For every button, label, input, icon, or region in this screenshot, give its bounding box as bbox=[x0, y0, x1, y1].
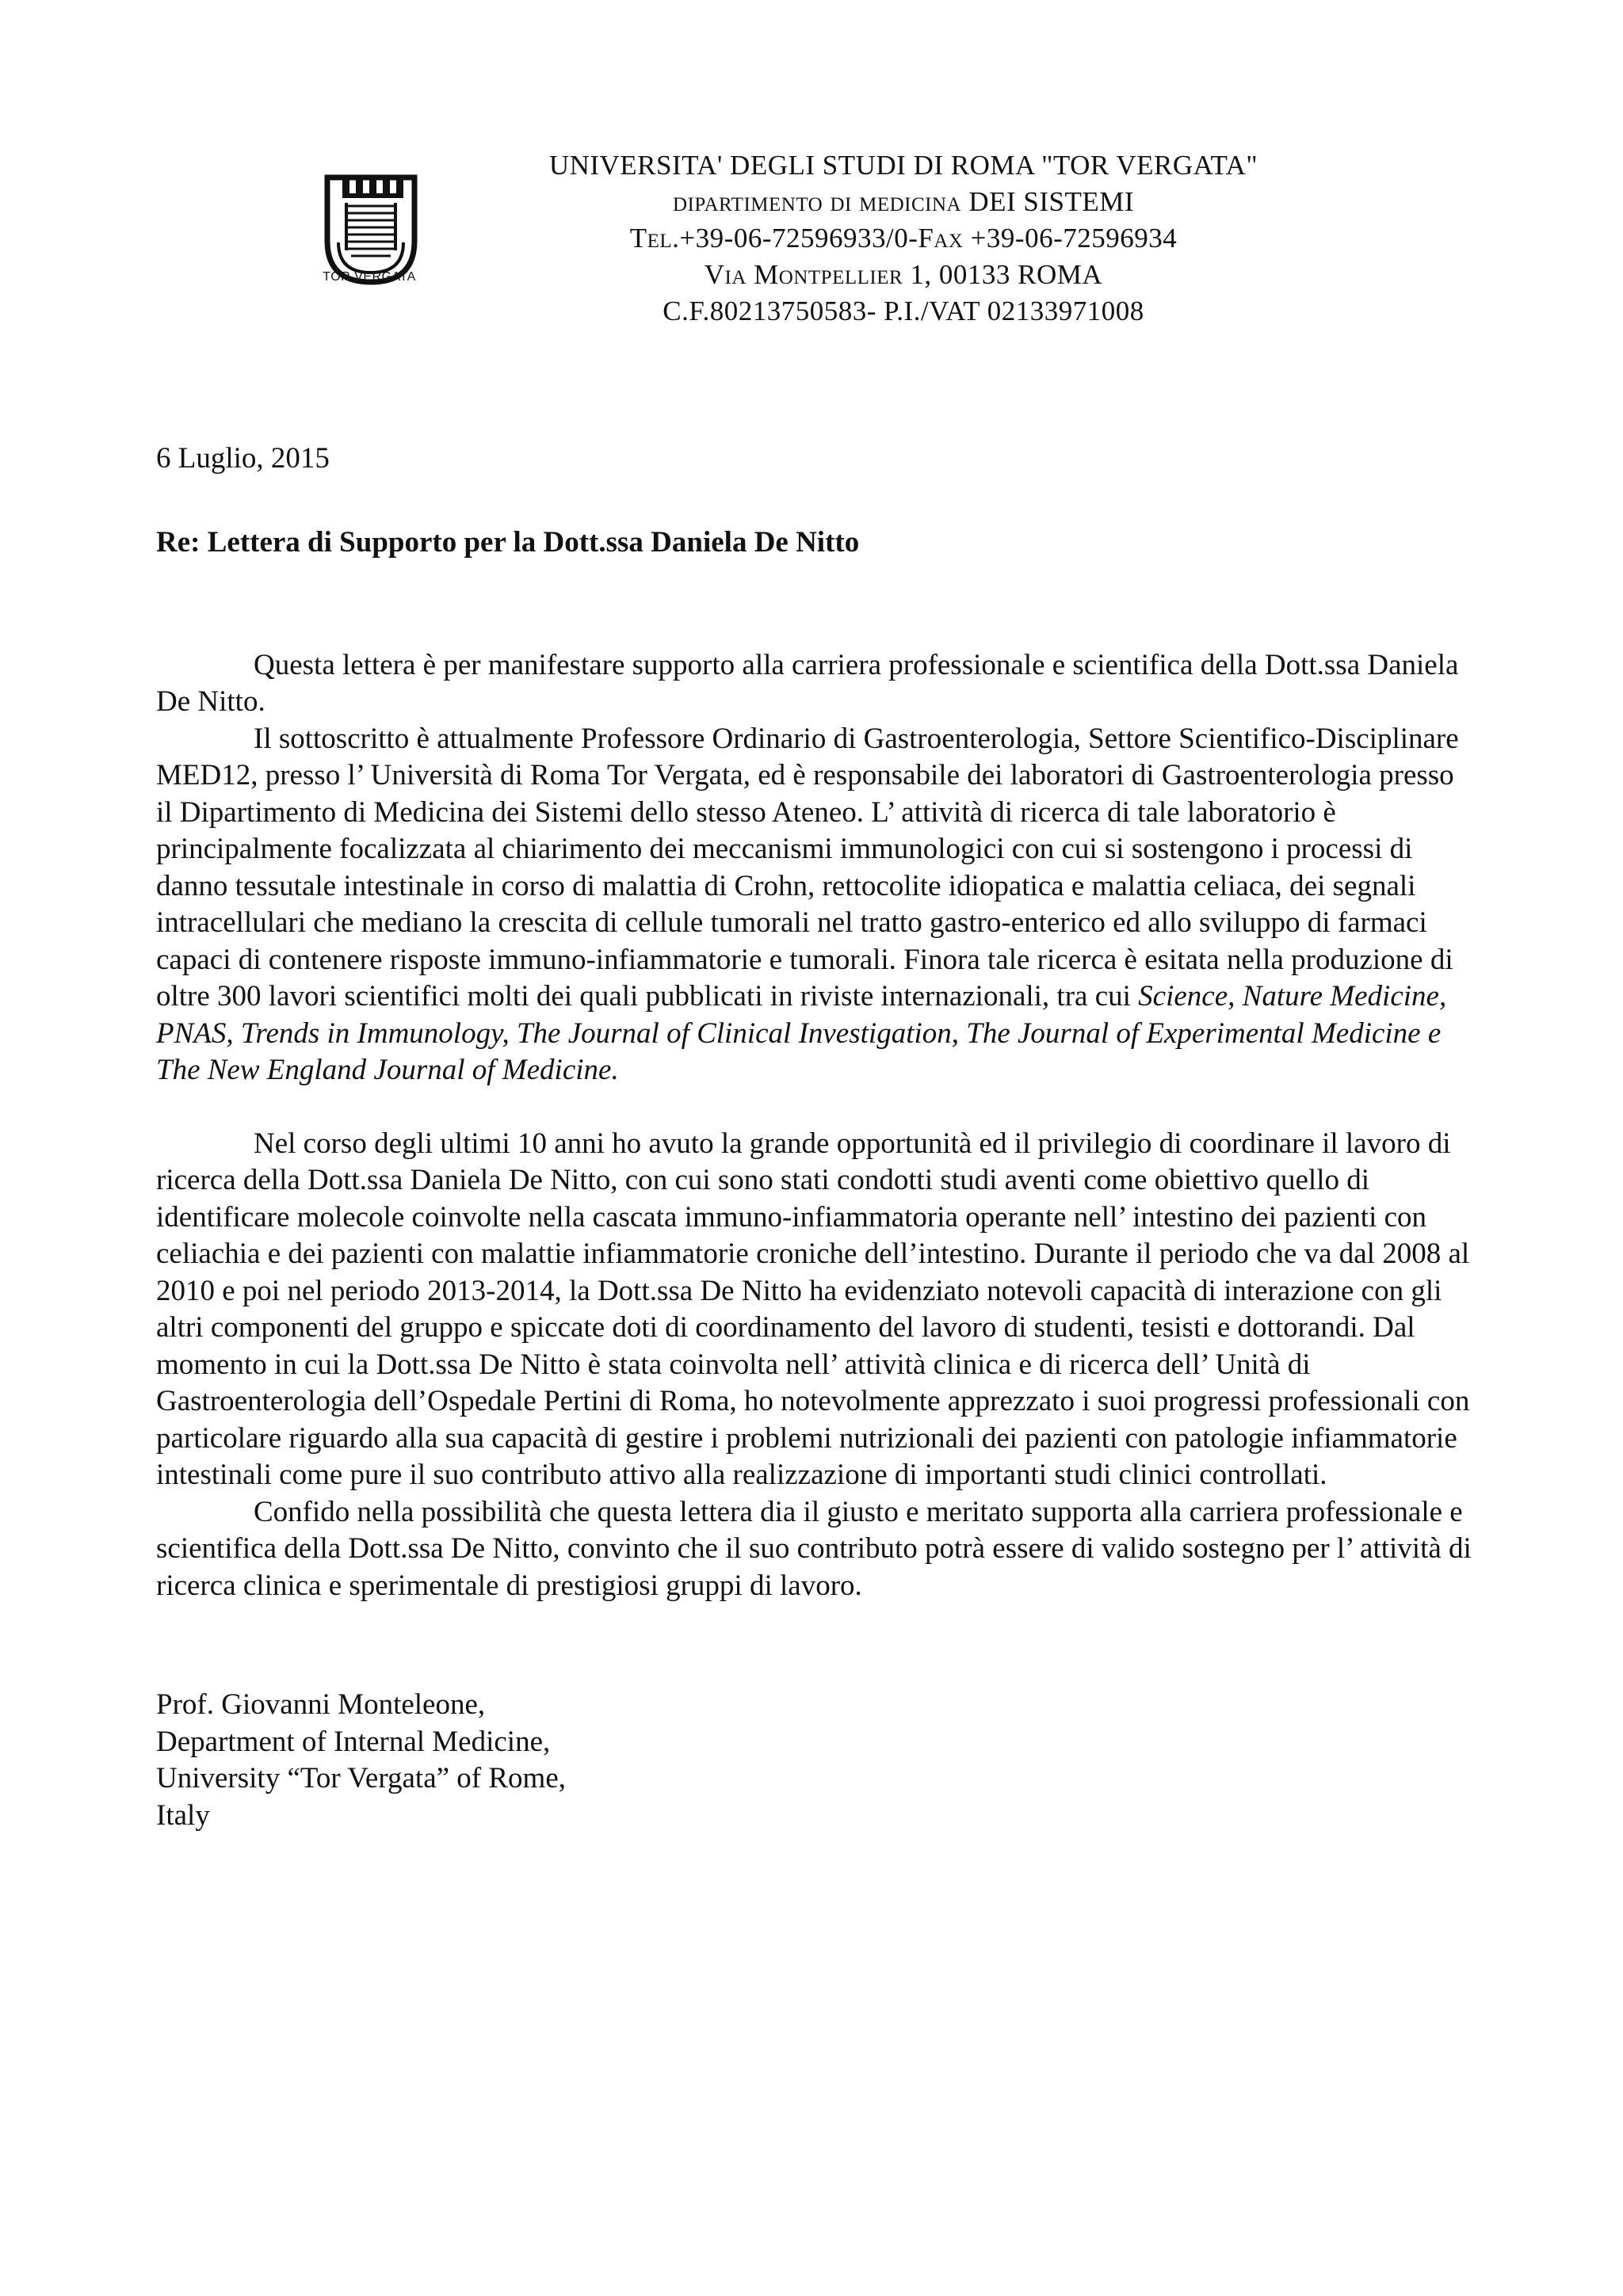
journal-list: Science, Nature Medicine, PNAS, Trends in Immunology, The Journal of Clinical Investigation, The Journal of Experimental Medicine e The New England Journal of Medicine. bbox=[156, 980, 1447, 1086]
signer-department: Department of Internal Medicine, bbox=[156, 1725, 551, 1758]
letter-date: 6 Luglio, 2015 bbox=[156, 442, 330, 475]
signature-block bbox=[156, 1687, 1472, 1834]
signer-country: Italy bbox=[156, 1798, 210, 1832]
address: Via Montpellier 1, 00133 ROMA bbox=[704, 259, 1103, 290]
logo-caption: TOR VERGATA bbox=[323, 270, 416, 284]
tax-ids: C.F.80213750583- P.I./VAT 02133971008 bbox=[663, 296, 1144, 326]
department-name: dipartimento di medicina DEI SISTEMI bbox=[672, 186, 1135, 217]
letter-body bbox=[156, 441, 1472, 1834]
paragraph-collaboration: Nel corso degli ultimi 10 anni ho avuto la grande opportunità ed il privilegio di coordinare il lavoro di ricerca della Dott.ssa Daniela De Nitto, con cui sono stati condotti studi aventi come obiettivo quello di identificare molecole coinvolte nella cascata immuno-infiammatoria operante nell’ intestino dei pazienti con celiachia e dei pazienti con malattie infiammatorie croniche dell’intestino. Durante il periodo che va dal 2008 al 2010 e poi nel periodo 2013-2014, la Dott.ssa De Nitto ha evidenziato notevoli capacità di interazione con gli altri componenti del gruppo e spiccate doti di coordinamento del lavoro di studenti, tesisti e dottorandi. Dal momento in cui la Dott.ssa De Nitto è stata coinvolta nell’ attività clinica e di ricerca dell’ Unità di Gastroenterologia dell’Ospedale Pertini di Roma, ho notevolmente apprezzato i suoi progressi professionali con particolare riguardo alla sua capacità di gestire i problemi nutrizionali dei pazienti con patologie infiammatorie intestinali come pure il suo contributo attivo alla realizzazione di importanti studi clinici controllati. bbox=[156, 1127, 1470, 1491]
paragraph-closing: Confido nella possibilità che questa lettera dia il giusto e meritato supporta alla carriera professionale e scientifica della Dott.ssa De Nitto, convinto che il suo contributo potrà essere di valido sostegno per l’ attività di ricerca clinica e sperimentale di prestigiosi gruppi di lavoro. bbox=[156, 1495, 1472, 1602]
paragraph-intro: Questa lettera è per manifestare supporto alla carriera professionale e scientifica della Dott.ssa Daniela De Nitto. bbox=[156, 648, 1459, 718]
university-name: UNIVERSITA' DEGLI STUDI DI ROMA "TOR VERGATA" bbox=[548, 150, 1258, 181]
paragraph-background-text: Il sottoscritto è attualmente Professore Ordinario di Gastroenterologia, Settore Scientifico-Disciplinare MED12, presso l’ Università di Roma Tor Vergata, ed è responsabile dei laboratori di Gastroenterologia presso il Dipartimento di Medicina dei Sistemi dello stesso Ateneo. L’ attività di ricerca di tale laboratorio è principalmente focalizzata al chiarimento dei meccanismi immunologici con cui si sostengono i processi di danno tessutale intestinale in corso di malattia di Crohn, rettocolite idiopatica e malattia celiaca, dei segnali intracellulari che mediano la crescita di cellule tumorali nel tratto gastro-enterico ed allo sviluppo di farmaci capaci di contenere risposte immuno-infiammatorie e tumorali. Finora tale ricerca è esitata nella produzione di oltre 300 lavori scientifici molti dei quali pubblicati in riviste internazionali, tra cui bbox=[156, 722, 1459, 1013]
paragraph-background bbox=[156, 721, 1472, 1089]
phone-fax: Tel.+39-06-72596933/0-Fax +39-06-72596934 bbox=[629, 223, 1178, 254]
letterhead bbox=[444, 147, 1363, 330]
letter-subject: Re: Lettera di Supporto per la Dott.ssa Daniela De Nitto bbox=[156, 526, 860, 559]
signer-university: University “Tor Vergata” of Rome, bbox=[156, 1762, 566, 1794]
signer-name: Prof. Giovanni Monteleone, bbox=[156, 1688, 486, 1721]
